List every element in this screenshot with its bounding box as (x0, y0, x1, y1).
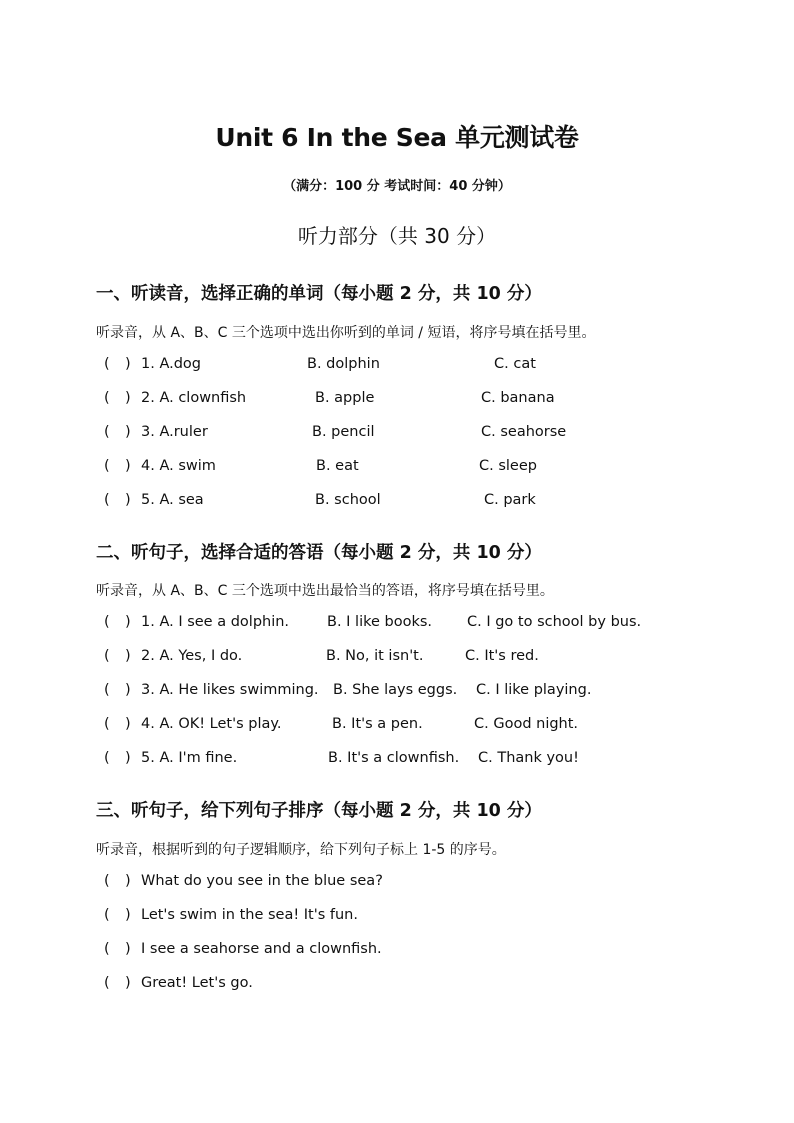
option-a: 5. A. sea (141, 492, 204, 508)
section-1-heading: 一、听读音，选择正确的单词（每小题 2 分，共 10 分） (96, 284, 542, 304)
answer-paren-open[interactable]: ( (104, 907, 110, 923)
question-row (0, 614, 794, 636)
option-b: B. school (315, 492, 381, 508)
option-b: B. I like books. (327, 614, 433, 630)
option-a: 5. A. I'm fine. (141, 750, 238, 766)
sentence-text: What do you see in the blue sea? (141, 873, 383, 889)
answer-paren-open[interactable]: ( (104, 424, 110, 440)
question-row (0, 492, 794, 514)
answer-paren-open[interactable]: ( (104, 614, 110, 630)
question-row (0, 682, 794, 704)
answer-paren-open[interactable]: ( (104, 941, 110, 957)
option-a: 4. A. OK! Let's play. (141, 716, 282, 732)
option-c: C. I go to school by bus. (467, 614, 642, 630)
question-row (0, 750, 794, 772)
option-a: 3. A. He likes swimming. (141, 682, 319, 698)
answer-paren-open[interactable]: ( (104, 492, 110, 508)
answer-paren-open[interactable]: ( (104, 682, 110, 698)
page-title: Unit 6 In the Sea 单元测试卷 (215, 123, 579, 152)
section-2-heading: 二、听句子，选择合适的答语（每小题 2 分，共 10 分） (96, 543, 542, 563)
answer-paren-open[interactable]: ( (104, 390, 110, 406)
section-3-instruction: 听录音，根据听到的句子逻辑顺序，给下列句子标上 1-5 的序号。 (96, 842, 506, 858)
option-c: C. park (484, 492, 536, 508)
answer-paren-close: ) (125, 907, 131, 923)
option-a: 3. A.ruler (141, 424, 208, 440)
answer-paren-open[interactable]: ( (104, 648, 110, 664)
answer-paren-close: ) (125, 648, 131, 664)
sentence-text: I see a seahorse and a clownfish. (141, 941, 382, 957)
answer-paren-close: ) (125, 458, 131, 474)
option-b: B. apple (315, 390, 375, 406)
answer-paren-close: ) (125, 492, 131, 508)
option-a: 4. A. swim (141, 458, 216, 474)
answer-paren-open[interactable]: ( (104, 716, 110, 732)
option-b: B. It's a pen. (332, 716, 423, 732)
question-row (0, 458, 794, 480)
answer-paren-close: ) (125, 682, 131, 698)
question-row (0, 648, 794, 670)
answer-paren-close: ) (125, 614, 131, 630)
answer-paren-close: ) (125, 716, 131, 732)
question-row (0, 424, 794, 446)
option-b: B. She lays eggs. (333, 682, 458, 698)
option-c: C. seahorse (481, 424, 567, 440)
option-a: 2. A. Yes, I do. (141, 648, 243, 664)
ordering-row (0, 873, 794, 895)
score-time-info: （满分：100 分 考试时间：40 分钟） (283, 179, 511, 194)
part-title: 听力部分（共 30 分） (297, 224, 497, 248)
answer-paren-close: ) (125, 390, 131, 406)
question-row (0, 716, 794, 738)
answer-paren-open[interactable]: ( (104, 975, 110, 991)
option-c: C. cat (494, 356, 536, 372)
question-row (0, 390, 794, 412)
answer-paren-close: ) (125, 873, 131, 889)
section-3-heading: 三、听句子，给下列句子排序（每小题 2 分，共 10 分） (96, 801, 542, 821)
option-c: C. banana (481, 390, 555, 406)
option-c: C. Good night. (474, 716, 579, 732)
answer-paren-close: ) (125, 941, 131, 957)
option-b: B. No, it isn't. (326, 648, 424, 664)
option-c: C. sleep (479, 458, 537, 474)
answer-paren-close: ) (125, 356, 131, 372)
ordering-row (0, 941, 794, 963)
section-2-instruction: 听录音，从 A、B、C 三个选项中选出最恰当的答语，将序号填在括号里。 (96, 583, 554, 599)
option-c: C. Thank you! (478, 750, 579, 766)
option-b: B. It's a clownfish. (328, 750, 460, 766)
option-b: B. eat (316, 458, 359, 474)
option-b: B. dolphin (307, 356, 380, 372)
answer-paren-close: ) (125, 750, 131, 766)
option-a: 1. A. I see a dolphin. (141, 614, 290, 630)
option-c: C. I like playing. (476, 682, 592, 698)
question-row (0, 356, 794, 378)
answer-paren-close: ) (125, 975, 131, 991)
ordering-row (0, 907, 794, 929)
section-1-instruction: 听录音，从 A、B、C 三个选项中选出你听到的单词 / 短语，将序号填在括号里。 (96, 325, 596, 341)
answer-paren-open[interactable]: ( (104, 873, 110, 889)
answer-paren-open[interactable]: ( (104, 750, 110, 766)
option-a: 1. A.dog (141, 356, 201, 372)
option-c: C. It's red. (465, 648, 539, 664)
option-a: 2. A. clownfish (141, 390, 247, 406)
sentence-text: Let's swim in the sea! It's fun. (141, 907, 358, 923)
sentence-text: Great! Let's go. (141, 975, 253, 991)
answer-paren-open[interactable]: ( (104, 458, 110, 474)
answer-paren-close: ) (125, 424, 131, 440)
ordering-row (0, 975, 794, 997)
option-b: B. pencil (312, 424, 375, 440)
answer-paren-open[interactable]: ( (104, 356, 110, 372)
